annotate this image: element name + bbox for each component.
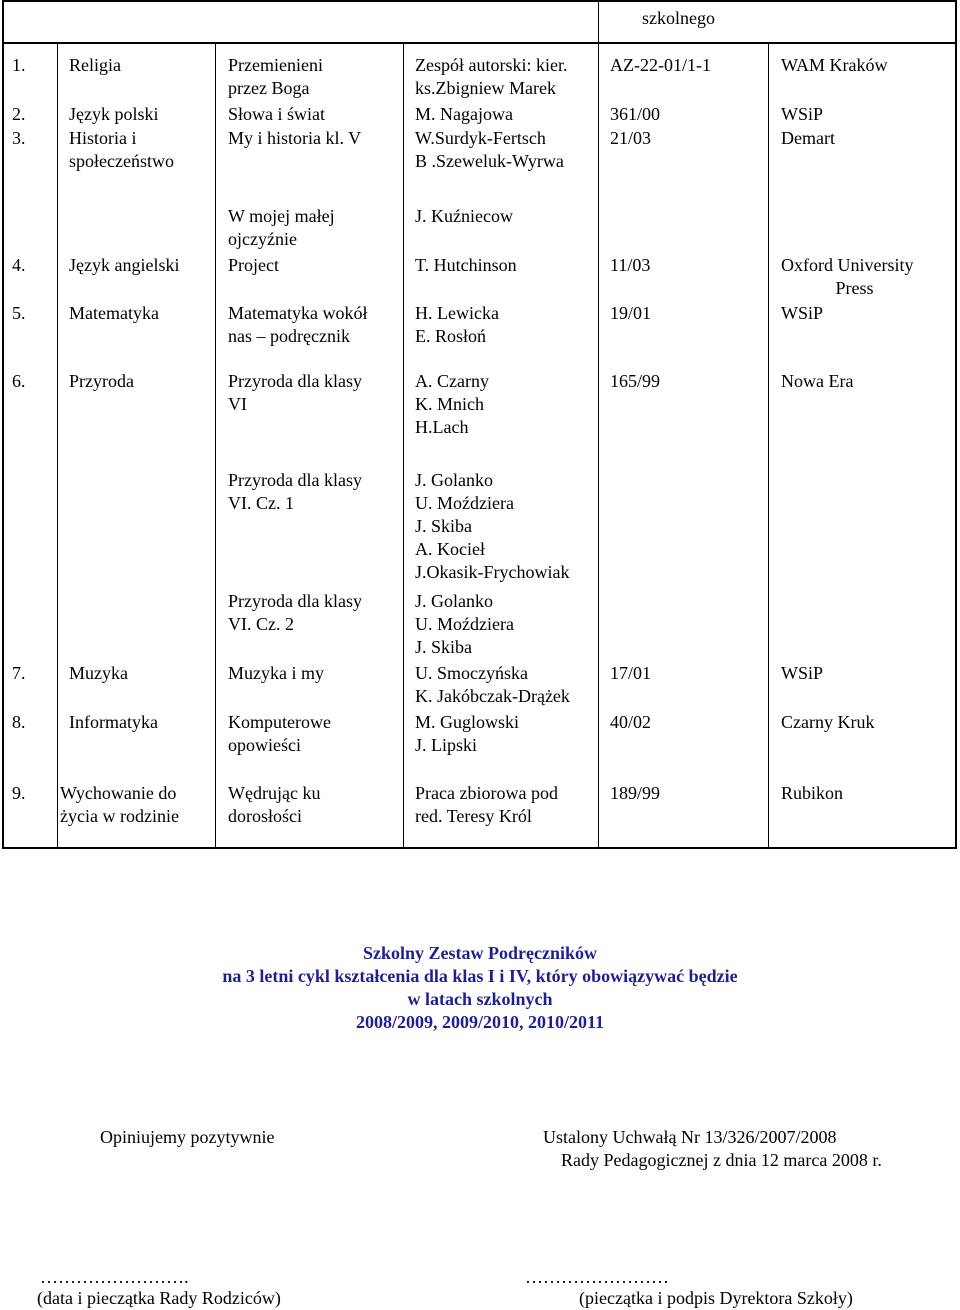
heading-line-4: 2008/2009, 2009/2010, 2010/2011 — [355, 1012, 604, 1032]
cell-title: VI. Cz. 2 — [228, 614, 294, 634]
cell-publisher: WSiP — [781, 663, 824, 683]
cell-number: 21/03 — [610, 128, 652, 148]
cell-title: VI — [228, 394, 247, 414]
cell-authors: H. Lewicka — [415, 303, 499, 323]
cell-publisher: Nowa Era — [781, 371, 854, 391]
cell-authors: B .Szeweluk-Wyrwa — [415, 151, 564, 171]
cell-title: VI. Cz. 1 — [228, 493, 294, 513]
resolution-line-2: Rady Pedagogicznej z dnia 12 marca 2008 r. — [561, 1150, 882, 1170]
cell-subject: Religia — [69, 55, 121, 75]
cell-authors: W.Surdyk-Fertsch — [415, 128, 546, 148]
cell-publisher: WSiP — [781, 104, 824, 124]
column-divider — [215, 42, 216, 848]
cell-authors: K. Mnich — [415, 394, 484, 414]
cell-authors: J. Golanko — [415, 591, 493, 611]
cell-title: nas – podręcznik — [228, 326, 350, 346]
table-border-right — [955, 0, 957, 849]
cell-publisher: Rubikon — [781, 783, 844, 803]
cell-authors: T. Hutchinson — [415, 255, 517, 275]
cell-number: 165/99 — [610, 371, 661, 391]
cell-authors: H.Lach — [415, 417, 469, 437]
cell-title: Wędrując ku — [228, 783, 321, 803]
column-divider — [403, 42, 404, 848]
cell-authors: A. Czarny — [415, 371, 489, 391]
table-border-bottom — [2, 847, 957, 849]
opinion-text: Opiniujemy pozytywnie — [100, 1127, 275, 1147]
column-divider — [57, 42, 58, 848]
cell-title: My i historia kl. V — [228, 128, 362, 148]
cell-publisher: WSiP — [781, 303, 824, 323]
cell-publisher: WAM Kraków — [781, 55, 888, 75]
cell-no: 5. — [12, 303, 26, 323]
cell-title: opowieści — [228, 735, 301, 755]
cell-no: 2. — [12, 104, 26, 124]
cell-subject: Język polski — [69, 104, 159, 124]
heading-line-2: na 3 letni cykl kształcenia dla klas I i IV, który obowiązywać będzie — [222, 966, 738, 986]
cell-authors: ks.Zbigniew Marek — [415, 78, 556, 98]
cell-title: Komputerowe — [228, 712, 331, 732]
cell-subject: życia w rodzinie — [60, 806, 179, 826]
cell-authors: U. Moździera — [415, 614, 514, 634]
cell-no: 6. — [12, 371, 26, 391]
cell-subject: Informatyka — [69, 712, 158, 732]
cell-no: 7. — [12, 663, 26, 683]
cell-number: 17/01 — [610, 663, 652, 683]
cell-title: przez Boga — [228, 78, 310, 98]
cell-authors: J. Skiba — [415, 637, 473, 657]
cell-no: 9. — [12, 783, 26, 803]
cell-authors: K. Jakóbczak-Drążek — [415, 686, 570, 706]
cell-subject: Muzyka — [69, 663, 128, 683]
table-border-top — [2, 0, 957, 2]
cell-authors: U. Smoczyńska — [415, 663, 528, 683]
cell-publisher: Czarny Kruk — [781, 712, 875, 732]
signature-dots-left: ……………………. — [40, 1267, 189, 1287]
cell-title: ojczyźnie — [228, 229, 297, 249]
cell-authors: U. Moździera — [415, 493, 514, 513]
cell-publisher: Oxford University — [781, 255, 914, 275]
cell-title: Przyroda dla klasy — [228, 371, 362, 391]
cell-authors: Praca zbiorowa pod — [415, 783, 558, 803]
header-cell-tail: szkolnego — [642, 8, 715, 28]
cell-subject: Wychowanie do — [60, 783, 177, 803]
cell-title: Przemienieni — [228, 55, 323, 75]
column-divider — [598, 0, 599, 848]
cell-subject: Język angielski — [69, 255, 180, 275]
cell-authors: J. Lipski — [415, 735, 478, 755]
cell-authors: M. Nagajowa — [415, 104, 513, 124]
cell-no: 3. — [12, 128, 26, 148]
cell-title: Słowa i świat — [228, 104, 325, 124]
cell-number: 40/02 — [610, 712, 652, 732]
cell-authors: red. Teresy Król — [415, 806, 532, 826]
cell-title: Matematyka wokół — [228, 303, 368, 323]
cell-authors: E. Rosłoń — [415, 326, 487, 346]
cell-title: dorosłości — [228, 806, 302, 826]
cell-authors: J.Okasik-Frychowiak — [415, 562, 570, 582]
signature-label-director: (pieczątka i podpis Dyrektora Szkoły) — [579, 1288, 853, 1308]
heading-line-3: w latach szkolnych — [407, 989, 553, 1009]
signature-label-parents: (data i pieczątka Rady Rodziców) — [37, 1288, 281, 1308]
cell-authors: J. Golanko — [415, 470, 493, 490]
cell-number: AZ-22-01/1-1 — [610, 55, 711, 75]
cell-no: 4. — [12, 255, 26, 275]
cell-title: Muzyka i my — [228, 663, 324, 683]
cell-number: 19/01 — [610, 303, 652, 323]
cell-subject: Matematyka — [69, 303, 159, 323]
cell-authors: J. Kuźniecow — [415, 206, 513, 226]
cell-title: Przyroda dla klasy — [228, 591, 362, 611]
cell-no: 8. — [12, 712, 26, 732]
cell-number: 11/03 — [610, 255, 651, 275]
cell-publisher: Press — [835, 278, 874, 298]
cell-authors: Zespół autorski: kier. — [415, 55, 568, 75]
cell-no: 1. — [12, 55, 26, 75]
cell-title: Przyroda dla klasy — [228, 470, 362, 490]
cell-authors: J. Skiba — [415, 516, 473, 536]
cell-subject: Przyroda — [69, 371, 134, 391]
cell-title: Project — [228, 255, 279, 275]
table-border-left — [2, 0, 4, 849]
cell-subject: Historia i — [69, 128, 137, 148]
cell-subject: społeczeństwo — [69, 151, 174, 171]
cell-number: 189/99 — [610, 783, 661, 803]
cell-authors: M. Guglowski — [415, 712, 520, 732]
cell-publisher: Demart — [781, 128, 835, 148]
cell-title: W mojej małej — [228, 206, 335, 226]
cell-number: 361/00 — [610, 104, 661, 124]
cell-authors: A. Kocieł — [415, 539, 485, 559]
resolution-line-1: Ustalony Uchwałą Nr 13/326/2007/2008 — [543, 1127, 837, 1147]
signature-dots-right: …………………… — [525, 1267, 669, 1287]
heading-line-1: Szkolny Zestaw Podręczników — [363, 943, 597, 963]
table-header-separator — [2, 42, 957, 44]
column-divider — [768, 42, 769, 848]
